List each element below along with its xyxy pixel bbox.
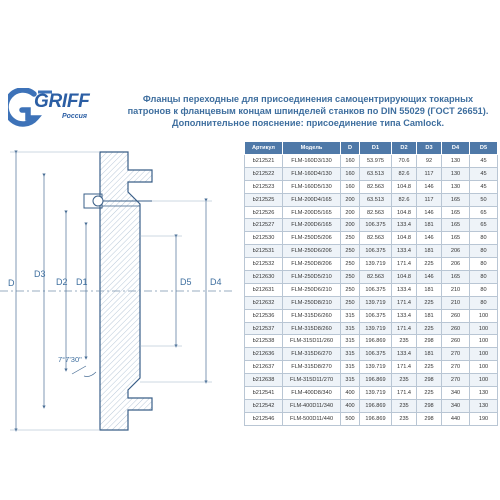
cell-model: FLM-250D5/206 xyxy=(283,232,341,245)
cell-d1: 53.975 xyxy=(360,155,392,168)
table-row xyxy=(245,193,498,206)
cell-d2: 171.4 xyxy=(392,258,417,271)
cell-d: 250 xyxy=(341,271,360,284)
heading-line-1: Фланцы переходные для присоединения самоцентрирующих токарных xyxy=(142,94,474,104)
cell-d2: 171.4 xyxy=(392,387,417,400)
cell-d3: 298 xyxy=(417,374,442,387)
cell-article: b212637 xyxy=(245,361,283,374)
table-row xyxy=(245,155,498,168)
cell-d2: 82.6 xyxy=(392,193,417,206)
cell-article: b212521 xyxy=(245,155,283,168)
brand-name: GRIFF xyxy=(34,91,90,112)
cell-d5: 80 xyxy=(470,271,498,284)
cell-d2: 133.4 xyxy=(392,348,417,361)
heading-line-3: Дополнительное пояснение: присоединение типа Camlock. xyxy=(171,118,445,128)
cell-d4: 270 xyxy=(442,361,470,374)
table-row xyxy=(245,361,498,374)
cell-d3: 117 xyxy=(417,167,442,180)
cell-d4: 260 xyxy=(442,309,470,322)
cell-model: FLM-400D8/340 xyxy=(283,387,341,400)
cell-d3: 181 xyxy=(417,283,442,296)
cell-d2: 171.4 xyxy=(392,322,417,335)
cell-d2: 171.4 xyxy=(392,361,417,374)
cell-d: 250 xyxy=(341,283,360,296)
cell-d1: 196.869 xyxy=(360,374,392,387)
cell-d2: 235 xyxy=(392,399,417,412)
cell-model: FLM-315D8/270 xyxy=(283,361,341,374)
table-row xyxy=(245,167,498,180)
cell-d4: 260 xyxy=(442,335,470,348)
spec-table xyxy=(244,141,498,426)
cell-d2: 104.8 xyxy=(392,180,417,193)
col-header-model: Модель xyxy=(283,142,341,155)
cell-d5: 130 xyxy=(470,399,498,412)
cell-d: 315 xyxy=(341,322,360,335)
table-row xyxy=(245,271,498,284)
cell-d3: 146 xyxy=(417,271,442,284)
cell-article: b212532 xyxy=(245,258,283,271)
cell-d1: 196.869 xyxy=(360,335,392,348)
cell-d3: 181 xyxy=(417,219,442,232)
cell-d4: 270 xyxy=(442,374,470,387)
cell-d2: 235 xyxy=(392,412,417,425)
cell-d: 200 xyxy=(341,206,360,219)
table-row xyxy=(245,348,498,361)
cell-article: b212523 xyxy=(245,180,283,193)
cell-article: b212638 xyxy=(245,374,283,387)
cell-article: b212531 xyxy=(245,245,283,258)
cell-d4: 165 xyxy=(442,193,470,206)
cell-d2: 133.4 xyxy=(392,245,417,258)
cell-d4: 165 xyxy=(442,232,470,245)
cell-article: b212538 xyxy=(245,335,283,348)
cell-d2: 171.4 xyxy=(392,296,417,309)
cell-d4: 165 xyxy=(442,271,470,284)
cell-d4: 165 xyxy=(442,206,470,219)
cell-d: 160 xyxy=(341,167,360,180)
label-d1: D1 xyxy=(76,277,88,287)
cell-d4: 206 xyxy=(442,245,470,258)
cell-article: b212527 xyxy=(245,219,283,232)
cell-d1: 139.719 xyxy=(360,296,392,309)
cell-d2: 133.4 xyxy=(392,309,417,322)
cell-d1: 82.563 xyxy=(360,206,392,219)
cell-model: FLM-315D6/260 xyxy=(283,309,341,322)
table-row xyxy=(245,412,498,425)
cell-article: b212530 xyxy=(245,232,283,245)
flange-drawing xyxy=(0,140,232,440)
cell-d2: 235 xyxy=(392,335,417,348)
cell-d3: 181 xyxy=(417,245,442,258)
cell-d: 200 xyxy=(341,193,360,206)
cell-d5: 80 xyxy=(470,296,498,309)
cell-d2: 133.4 xyxy=(392,219,417,232)
cell-d2: 133.4 xyxy=(392,283,417,296)
cell-d1: 196.869 xyxy=(360,412,392,425)
brand-subtitle: Россия xyxy=(62,113,88,120)
cell-model: FLM-200D4/165 xyxy=(283,193,341,206)
cell-d5: 100 xyxy=(470,322,498,335)
cell-article: b212522 xyxy=(245,167,283,180)
cell-model: FLM-250D6/206 xyxy=(283,245,341,258)
col-header-d5: D5 xyxy=(470,142,498,155)
cell-d: 315 xyxy=(341,374,360,387)
cell-d5: 80 xyxy=(470,258,498,271)
cell-article: b212630 xyxy=(245,271,283,284)
cell-model: FLM-160D4/130 xyxy=(283,167,341,180)
cell-d5: 100 xyxy=(470,348,498,361)
cell-article: b212537 xyxy=(245,322,283,335)
cell-d: 160 xyxy=(341,155,360,168)
table-row xyxy=(245,322,498,335)
cell-d1: 63.513 xyxy=(360,193,392,206)
cell-d5: 190 xyxy=(470,412,498,425)
label-d3: D3 xyxy=(34,269,46,279)
cell-article: b212631 xyxy=(245,283,283,296)
cell-d5: 45 xyxy=(470,167,498,180)
cell-model: FLM-315D11/270 xyxy=(283,374,341,387)
page-heading xyxy=(122,93,494,129)
cell-d: 315 xyxy=(341,309,360,322)
cell-d: 500 xyxy=(341,412,360,425)
cell-d5: 130 xyxy=(470,387,498,400)
cell-d1: 139.719 xyxy=(360,258,392,271)
cell-d: 250 xyxy=(341,245,360,258)
table-row xyxy=(245,283,498,296)
cell-d3: 225 xyxy=(417,387,442,400)
col-header-d4: D4 xyxy=(442,142,470,155)
heading-line-2: патронов к фланцевым концам шпинделей станков по DIN 55029 (ГОСТ 26651). xyxy=(127,106,489,116)
cell-d5: 100 xyxy=(470,309,498,322)
cell-d2: 70.6 xyxy=(392,155,417,168)
cell-model: FLM-315D8/260 xyxy=(283,322,341,335)
cell-d3: 225 xyxy=(417,296,442,309)
cell-d3: 298 xyxy=(417,399,442,412)
cell-d3: 181 xyxy=(417,309,442,322)
cell-d3: 181 xyxy=(417,348,442,361)
cell-model: FLM-200D6/165 xyxy=(283,219,341,232)
cell-d: 250 xyxy=(341,296,360,309)
cell-article: b212536 xyxy=(245,309,283,322)
table-row xyxy=(245,399,498,412)
cell-d: 315 xyxy=(341,335,360,348)
table-header-row xyxy=(245,142,498,155)
table-row xyxy=(245,232,498,245)
cell-d: 315 xyxy=(341,361,360,374)
cell-d: 315 xyxy=(341,348,360,361)
cell-d2: 82.6 xyxy=(392,167,417,180)
cell-d5: 80 xyxy=(470,245,498,258)
cell-d5: 80 xyxy=(470,232,498,245)
cell-d1: 139.719 xyxy=(360,361,392,374)
cell-d4: 130 xyxy=(442,155,470,168)
cell-d: 160 xyxy=(341,180,360,193)
cell-d1: 82.563 xyxy=(360,271,392,284)
cell-d4: 340 xyxy=(442,399,470,412)
cell-d: 200 xyxy=(341,219,360,232)
cell-d1: 139.719 xyxy=(360,387,392,400)
cell-d3: 146 xyxy=(417,180,442,193)
cell-model: FLM-250D5/210 xyxy=(283,271,341,284)
table-row xyxy=(245,206,498,219)
table-row xyxy=(245,309,498,322)
table-row xyxy=(245,374,498,387)
cell-d2: 104.8 xyxy=(392,206,417,219)
cell-article: b212542 xyxy=(245,399,283,412)
cell-d4: 130 xyxy=(442,180,470,193)
cell-d2: 235 xyxy=(392,374,417,387)
label-d2: D2 xyxy=(56,277,68,287)
table-row xyxy=(245,258,498,271)
label-d5: D5 xyxy=(180,277,192,287)
cell-model: FLM-315D11/260 xyxy=(283,335,341,348)
cell-model: FLM-315D6/270 xyxy=(283,348,341,361)
label-d: D xyxy=(8,278,15,288)
table-row xyxy=(245,387,498,400)
col-header-d2: D2 xyxy=(392,142,417,155)
cell-article: b212525 xyxy=(245,193,283,206)
cell-d5: 45 xyxy=(470,155,498,168)
table-row xyxy=(245,219,498,232)
cell-d4: 130 xyxy=(442,167,470,180)
cell-d4: 210 xyxy=(442,283,470,296)
cell-d4: 165 xyxy=(442,219,470,232)
cell-d3: 92 xyxy=(417,155,442,168)
cell-d: 250 xyxy=(341,258,360,271)
cell-d4: 440 xyxy=(442,412,470,425)
cell-d3: 225 xyxy=(417,322,442,335)
cell-d5: 100 xyxy=(470,361,498,374)
cell-model: FLM-400D11/340 xyxy=(283,399,341,412)
cell-model: FLM-250D8/206 xyxy=(283,258,341,271)
cell-d3: 117 xyxy=(417,193,442,206)
cell-model: FLM-160D5/130 xyxy=(283,180,341,193)
cell-d1: 139.719 xyxy=(360,322,392,335)
cell-d5: 100 xyxy=(470,335,498,348)
cell-article: b212526 xyxy=(245,206,283,219)
col-header-d1: D1 xyxy=(360,142,392,155)
cell-model: FLM-250D8/210 xyxy=(283,296,341,309)
cell-d: 400 xyxy=(341,387,360,400)
cell-d: 400 xyxy=(341,399,360,412)
cell-d3: 146 xyxy=(417,206,442,219)
cell-d5: 45 xyxy=(470,180,498,193)
cell-d5: 100 xyxy=(470,374,498,387)
cell-model: FLM-250D6/210 xyxy=(283,283,341,296)
label-d4: D4 xyxy=(210,277,222,287)
cell-d4: 206 xyxy=(442,258,470,271)
cell-model: FLM-500D11/440 xyxy=(283,412,341,425)
cell-article: b212636 xyxy=(245,348,283,361)
cell-d4: 270 xyxy=(442,348,470,361)
cell-d1: 82.563 xyxy=(360,232,392,245)
col-header-article: Артикул xyxy=(245,142,283,155)
cell-model: FLM-200D5/165 xyxy=(283,206,341,219)
cell-d5: 65 xyxy=(470,219,498,232)
cell-d1: 106.375 xyxy=(360,219,392,232)
cell-d4: 210 xyxy=(442,296,470,309)
table-row xyxy=(245,180,498,193)
table-row xyxy=(245,335,498,348)
cell-d1: 63.513 xyxy=(360,167,392,180)
cell-d1: 82.563 xyxy=(360,180,392,193)
cell-d1: 106.375 xyxy=(360,283,392,296)
cell-d1: 106.375 xyxy=(360,309,392,322)
cell-d1: 106.375 xyxy=(360,348,392,361)
col-header-d: D xyxy=(341,142,360,155)
cell-model: FLM-160D3/130 xyxy=(283,155,341,168)
cell-d3: 225 xyxy=(417,258,442,271)
cell-d1: 196.869 xyxy=(360,399,392,412)
table-row xyxy=(245,245,498,258)
label-angle: 7°7'30" xyxy=(58,355,82,364)
cell-d5: 80 xyxy=(470,283,498,296)
cell-d1: 106.375 xyxy=(360,245,392,258)
table-row xyxy=(245,296,498,309)
cell-d3: 298 xyxy=(417,412,442,425)
cell-d3: 225 xyxy=(417,361,442,374)
cell-article: b212541 xyxy=(245,387,283,400)
cell-article: b212632 xyxy=(245,296,283,309)
cell-d3: 146 xyxy=(417,232,442,245)
cell-d2: 104.8 xyxy=(392,271,417,284)
col-header-d3: D3 xyxy=(417,142,442,155)
cell-d4: 340 xyxy=(442,387,470,400)
cell-d4: 260 xyxy=(442,322,470,335)
cell-d2: 104.8 xyxy=(392,232,417,245)
cell-d5: 65 xyxy=(470,206,498,219)
cell-d3: 298 xyxy=(417,335,442,348)
cell-article: b212546 xyxy=(245,412,283,425)
cell-d: 250 xyxy=(341,232,360,245)
cell-d5: 50 xyxy=(470,193,498,206)
